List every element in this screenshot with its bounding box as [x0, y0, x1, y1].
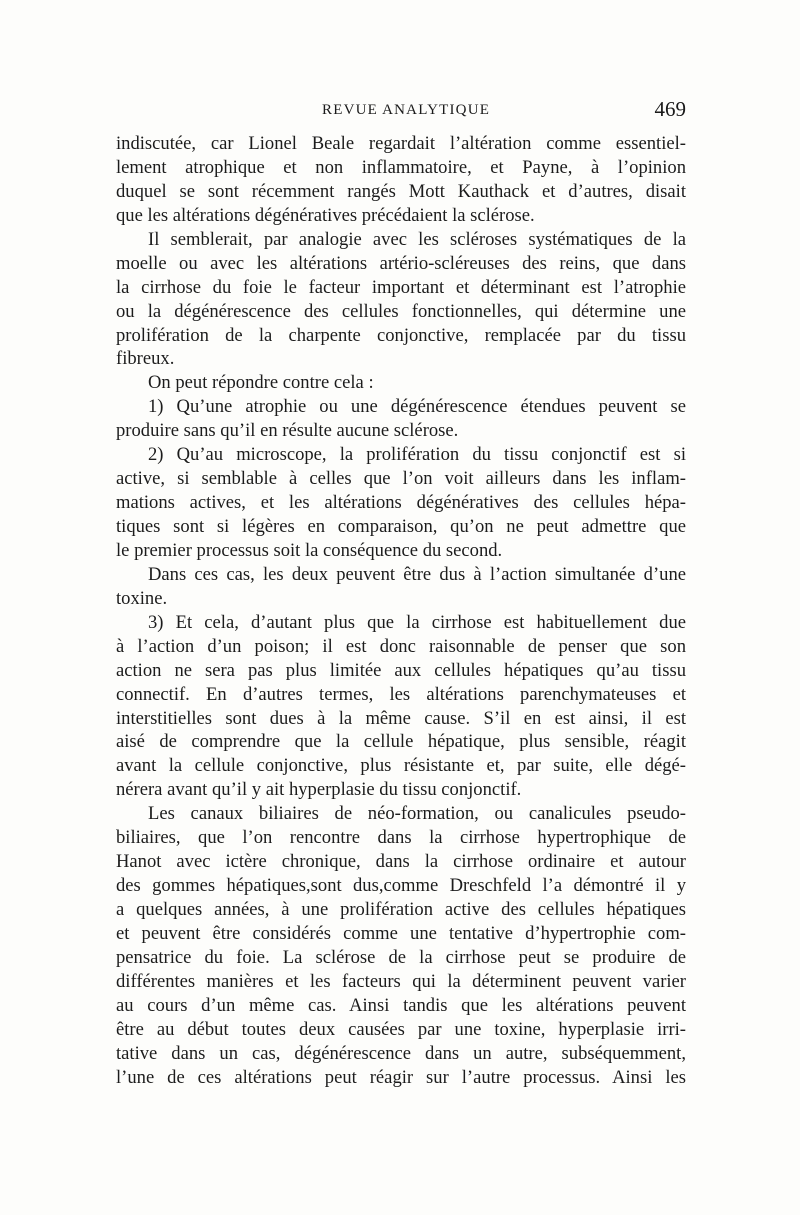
- text-line: tative dans un cas, dégénérescence dans un autre, subséquemment,: [116, 1042, 686, 1064]
- text-line: connectif. En d’autres termes, les altérations parenchymateuses et: [116, 683, 686, 705]
- page-header: [116, 97, 686, 126]
- running-head: REVUE ANALYTIQUE: [322, 102, 491, 118]
- text-line: lement atrophique et non inflammatoire, et Payne, à l’opinion: [116, 156, 686, 178]
- text-line: des gommes hépatiques,sont dus,comme Dreschfeld l’a démontré il y: [116, 875, 686, 897]
- text-line: biliaires, que l’on rencontre dans la cirrhose hypertrophique de: [116, 827, 686, 849]
- text-line: On peut répondre contre cela :: [148, 372, 374, 394]
- text-line: Les canaux biliaires de néo-formation, ou canalicules pseudo-: [148, 803, 686, 825]
- text-line: la cirrhose du foie le facteur important et déterminant est l’atrophie: [116, 276, 686, 298]
- text-line: duquel se sont récemment rangés Mott Kauthack et d’autres, disait: [116, 180, 686, 202]
- text-line: interstitielles sont dues à la même cause. S’il en est ainsi, il est: [116, 707, 686, 729]
- text-line: toxine.: [116, 587, 168, 609]
- text-line: moelle ou avec les altérations artério-scléreuses des reins, que dans: [116, 252, 686, 274]
- body-text: [116, 132, 686, 1090]
- text-line: produire sans qu’il en résulte aucune sclérose.: [116, 420, 459, 442]
- text-line: tiques sont si légères en comparaison, qu’on ne peut admettre que: [116, 516, 686, 537]
- text-line: avant la cellule conjonctive, plus résistante et, par suite, elle dégé-: [116, 755, 686, 777]
- text-line: fibreux.: [116, 348, 175, 370]
- text-line: le premier processus soit la conséquence du second.: [116, 539, 503, 561]
- text-line: que les altérations dégénératives précédaient la sclérose.: [116, 204, 535, 226]
- text-line: active, si semblable à celles que l’on voit ailleurs dans les inflam-: [116, 468, 686, 490]
- text-line: 2) Qu’au microscope, la prolifération du tissu conjonctif est si: [148, 444, 686, 466]
- text-line: Il semblerait, par analogie avec les scléroses systématiques de la: [148, 228, 686, 250]
- text-line: pensatrice du foie. La sclérose de la cirrhose peut se produire de: [116, 946, 686, 968]
- text-line: au cours d’un même cas. Ainsi tandis que les altérations peuvent: [116, 994, 686, 1016]
- text-line: Hanot avec ictère chronique, dans la cirrhose ordinaire et autour: [116, 851, 686, 873]
- text-line: ou la dégénérescence des cellules fonctionnelles, qui détermine une: [116, 300, 686, 322]
- text-line: et peuvent être considérés comme une tentative d’hypertrophie com-: [116, 922, 686, 944]
- text-line: mations actives, et les altérations dégénératives des cellules hépa-: [116, 492, 686, 514]
- text-line: prolifération de la charpente conjonctive, remplacée par du tissu: [116, 324, 686, 346]
- text-line: différentes manières et les facteurs qui la déterminent peuvent varier: [116, 970, 686, 992]
- text-line: nérera avant qu’il y ait hyperplasie du tissu conjonctif.: [116, 779, 522, 801]
- text-line: indiscutée, car Lionel Beale regardait l’altération comme essentiel-: [116, 133, 686, 154]
- page-number: 469: [654, 97, 686, 121]
- text-line: l’une de ces altérations peut réagir sur l’autre processus. Ainsi les: [116, 1066, 686, 1088]
- text-line: action ne sera pas plus limitée aux cellules hépatiques qu’au tissu: [116, 659, 686, 681]
- text-line: a quelques années, à une prolifération active des cellules hépatiques: [116, 899, 686, 920]
- text-line: 1) Qu’une atrophie ou une dégénérescence étendues peuvent se: [148, 396, 686, 418]
- text-line: à l’action d’un poison; il est donc raisonnable de penser que son: [116, 635, 686, 657]
- text-line: être au début toutes deux causées par une toxine, hyperplasie irri-: [116, 1018, 686, 1040]
- text-line: aisé de comprendre que la cellule hépatique, plus sensible, réagit: [116, 731, 686, 753]
- text-line: Dans ces cas, les deux peuvent être dus à l’action simultanée d’une: [148, 563, 686, 585]
- text-line: 3) Et cela, d’autant plus que la cirrhose est habituellement due: [148, 611, 686, 633]
